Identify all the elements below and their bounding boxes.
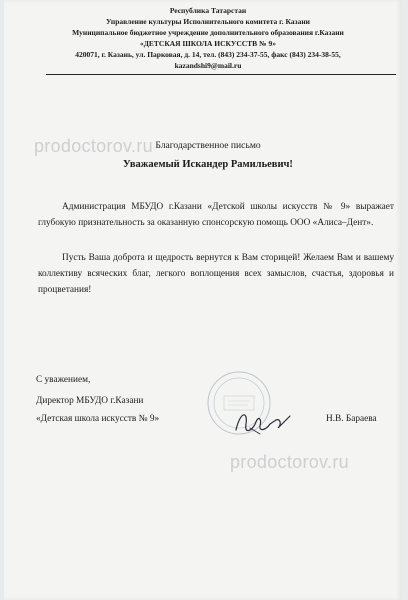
signature-position: Директор МБУДО г.Казани [36, 396, 144, 406]
header-institution: Муниципальное бюджетное учреждение дополнительного образования г.Казани [72, 28, 344, 37]
header-divider [46, 74, 396, 75]
header-address: 420071, г. Казань, ул. Парковая, д. 14, тел. (843) 234-37-55, факс (843) 234-38-55, [75, 50, 341, 59]
header-email: kazandshi9@mail.ru [174, 61, 242, 70]
paragraph-2-text: Пусть Ваша доброта и щедрость вернутся к Вам сторицей! Желаем Вам и вашему коллективу всяческих благ, легкого воплощения всех замыслов, счастья, здоровья и процветания! [38, 253, 394, 295]
header-republic: Республика Татарстан [169, 6, 247, 15]
letter-title: Благодарственное письмо [155, 140, 261, 151]
letter-page [4, 0, 402, 600]
watermark-top: prodoctorov.ru [34, 136, 153, 156]
letter-paragraph-2 [38, 250, 394, 298]
letter-greeting: Уважаемый Искандер Рамильевич! [123, 159, 293, 170]
header-department: Управление культуры Исполнительного комитета г. Казани [106, 17, 310, 26]
watermark-bottom: prodoctorov.ru [230, 452, 349, 472]
signature-closing: С уважением, [36, 375, 91, 385]
signature-name: Н.В. Бараева [326, 414, 377, 424]
handwritten-signature-image [230, 404, 300, 440]
signature-school: «Детская школа искусств № 9» [36, 414, 160, 424]
paragraph-1-text: Администрация МБУДО г.Казани «Детской школы искусств № 9» выражает глубокую признательность за оказанную спонсорскую помощь ООО «Алиса–Дент». [38, 202, 394, 228]
letter-paragraph-1 [38, 199, 394, 231]
header-school-name: «ДЕТСКАЯ ШКОЛА ИСКУССТВ № 9» [140, 39, 276, 48]
